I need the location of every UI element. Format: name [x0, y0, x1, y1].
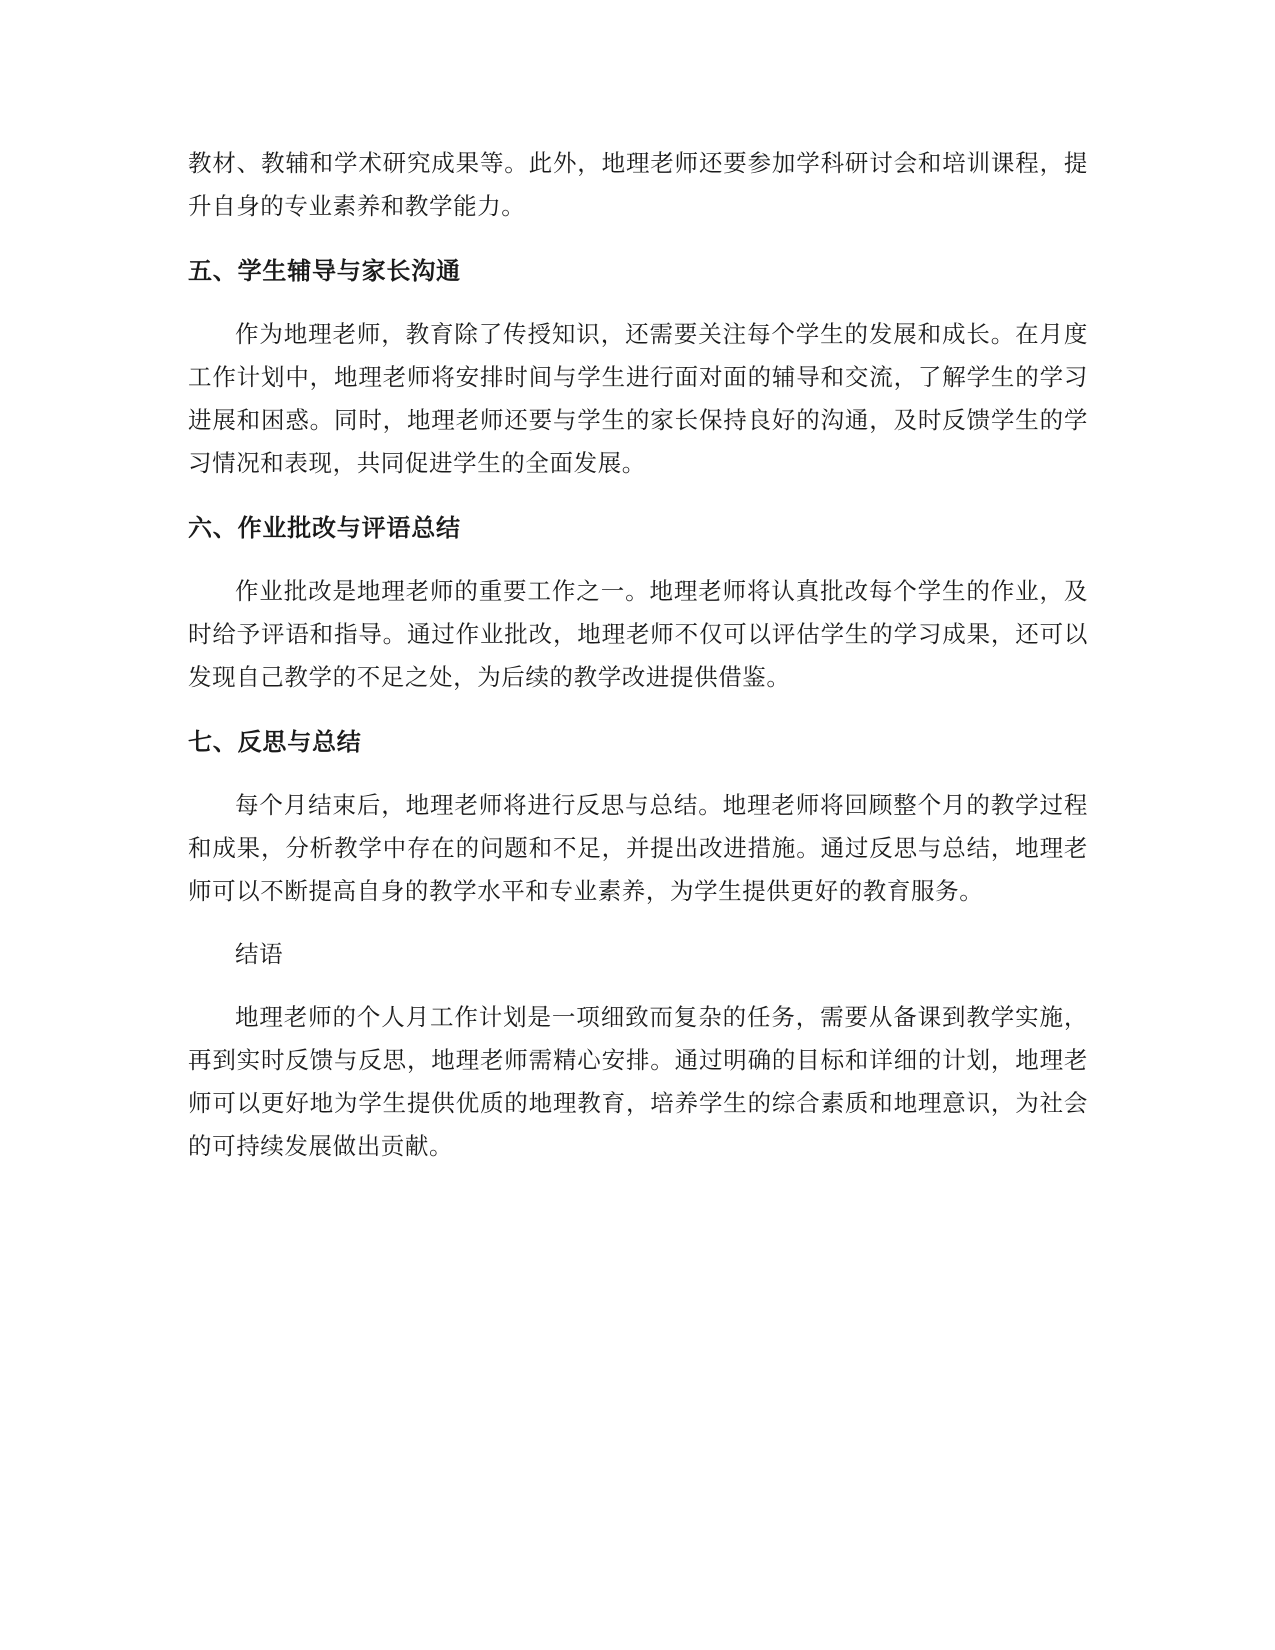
section-heading-7: 七、反思与总结 — [188, 728, 362, 756]
section-heading-5: 五、学生辅导与家长沟通 — [188, 257, 461, 285]
document-page — [188, 142, 1088, 1168]
intro-continuation-paragraph: 教材、教辅和学术研究成果等。此外，地理老师还要参加学科研讨会和培训课程，提升自身的专业素养和教学能力。 — [188, 149, 1088, 220]
section-body-7: 每个月结束后，地理老师将进行反思与总结。地理老师将回顾整个月的教学过程和成果，分析教学中存在的问题和不足，并提出改进措施。通过反思与总结，地理老师可以不断提高自身的教学水平和专业素养，为学生提供更好的教育服务。 — [188, 791, 1088, 905]
conclusion-label: 结语 — [235, 940, 284, 968]
section-body-6: 作业批改是地理老师的重要工作之一。地理老师将认真批改每个学生的作业，及时给予评语和指导。通过作业批改，地理老师不仅可以评估学生的学习成果，还可以发现自己教学的不足之处，为后续的教学改进提供借鉴。 — [188, 577, 1088, 691]
conclusion-paragraph: 地理老师的个人月工作计划是一项细致而复杂的任务，需要从备课到教学实施，再到实时反馈与反思，地理老师需精心安排。通过明确的目标和详细的计划，地理老师可以更好地为学生提供优质的地理教育，培养学生的综合素质和地理意识，为社会的可持续发展做出贡献。 — [188, 1003, 1088, 1160]
section-heading-6: 六、作业批改与评语总结 — [188, 514, 461, 542]
section-body-5: 作为地理老师，教育除了传授知识，还需要关注每个学生的发展和成长。在月度工作计划中，地理老师将安排时间与学生进行面对面的辅导和交流，了解学生的学习进展和困惑。同时，地理老师还要与学生的家长保持良好的沟通，及时反馈学生的学习情况和表现，共同促进学生的全面发展。 — [188, 320, 1088, 477]
